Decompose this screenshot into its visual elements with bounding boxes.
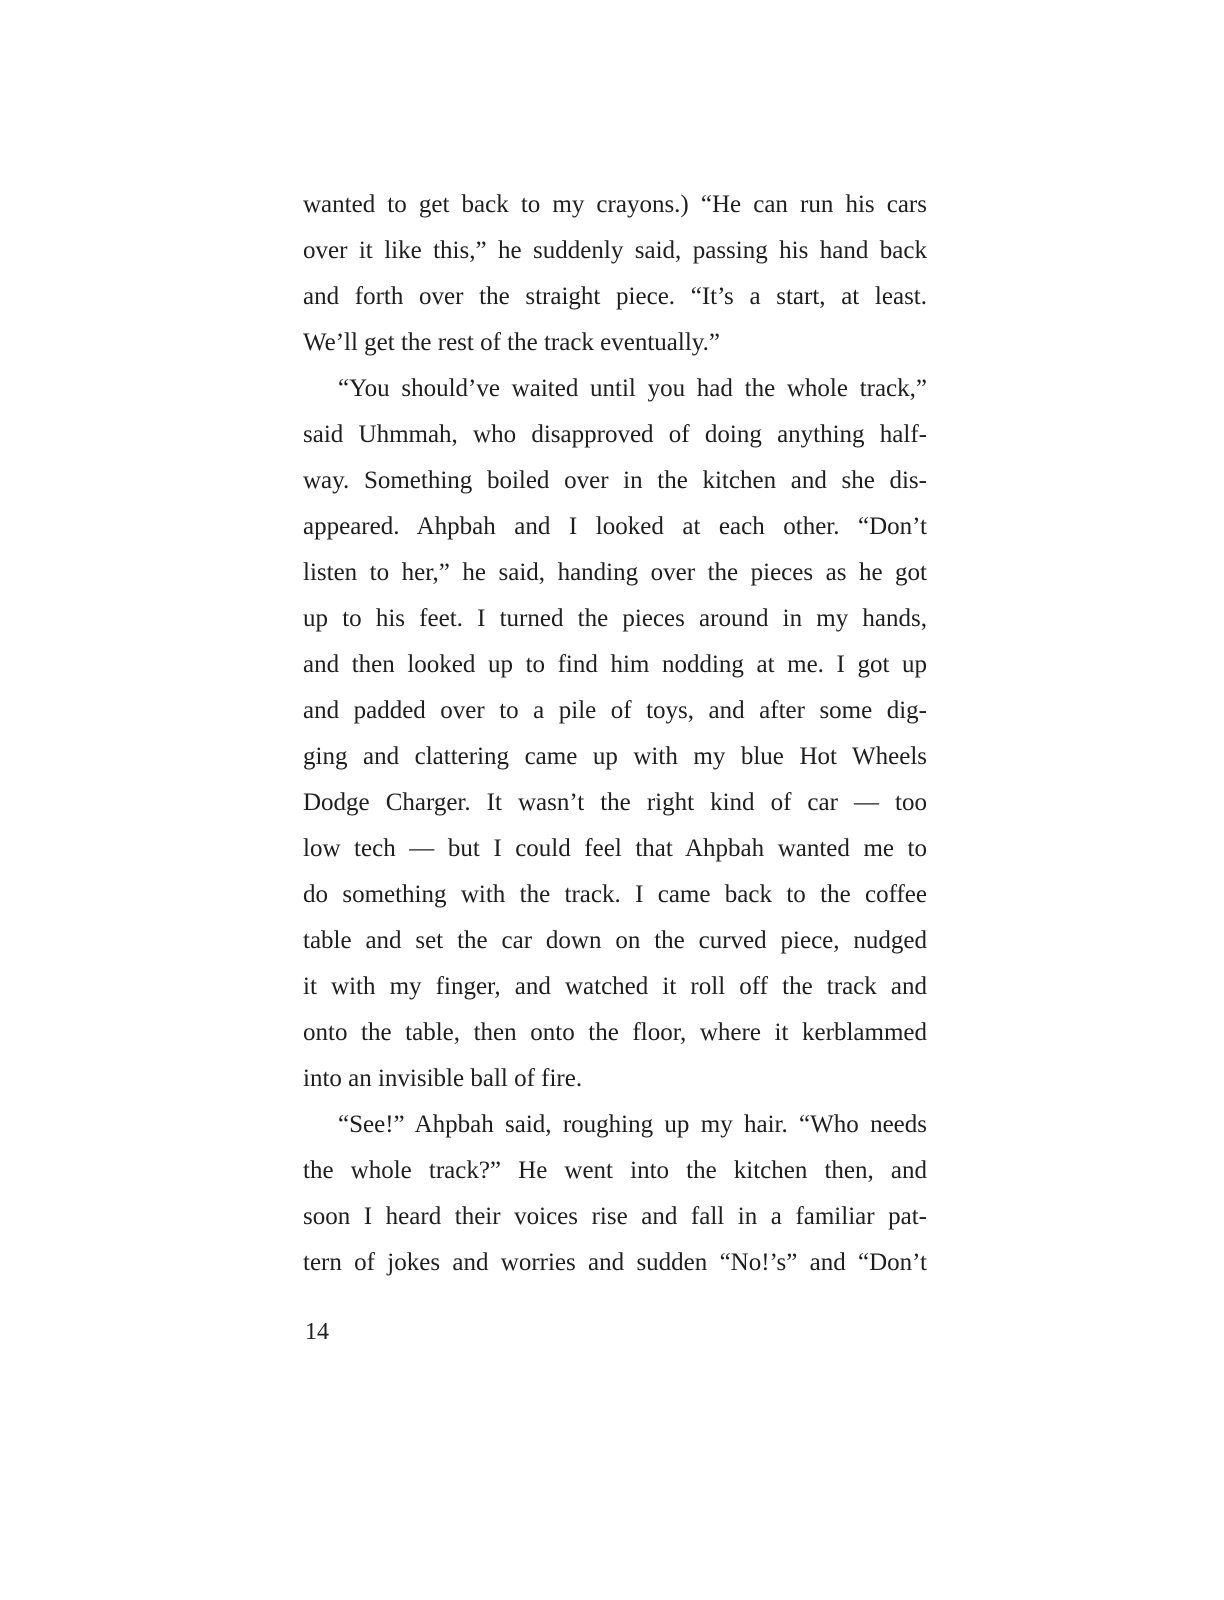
- page-number: 14: [305, 1319, 329, 1345]
- text-line: ging and clattering came up with my blue Hot Wheels: [303, 743, 927, 770]
- text-line: appeared. Ahpbah and I looked at each other. “Don’t: [303, 513, 927, 540]
- text-line: “You should’ve waited until you had the whole track,”: [338, 375, 927, 402]
- text-line: it with my finger, and watched it roll off the track and: [303, 973, 927, 1000]
- text-line: up to his feet. I turned the pieces around in my hands,: [303, 605, 927, 632]
- text-line: way. Something boiled over in the kitchen and she dis-: [303, 467, 927, 494]
- body-text: [303, 182, 927, 1286]
- text-line: wanted to get back to my crayons.) “He can run his cars: [303, 191, 927, 218]
- text-line: “See!” Ahpbah said, roughing up my hair. “Who needs: [338, 1111, 927, 1138]
- text-line: into an invisible ball of fire.: [303, 1065, 583, 1092]
- text-line: over it like this,” he suddenly said, passing his hand back: [303, 237, 927, 264]
- text-line: tern of jokes and worries and sudden “No!’s” and “Don’t: [303, 1249, 927, 1276]
- text-line: soon I heard their voices rise and fall in a familiar pat-: [303, 1203, 927, 1230]
- text-line: Dodge Charger. It wasn’t the right kind of car — too: [303, 789, 927, 816]
- text-line: said Uhmmah, who disapproved of doing anything half-: [303, 421, 927, 448]
- text-line: We’ll get the rest of the track eventually.”: [303, 329, 721, 356]
- text-line: the whole track?” He went into the kitchen then, and: [303, 1157, 927, 1184]
- text-line: onto the table, then onto the floor, where it kerblammed: [303, 1019, 927, 1046]
- text-line: and then looked up to find him nodding at me. I got up: [303, 651, 927, 678]
- text-line: low tech — but I could feel that Ahpbah wanted me to: [303, 835, 927, 862]
- text-line: do something with the track. I came back to the coffee: [303, 881, 927, 908]
- text-line: and forth over the straight piece. “It’s a start, at least.: [303, 283, 927, 310]
- text-line: listen to her,” he said, handing over the pieces as he got: [303, 559, 927, 586]
- text-line: table and set the car down on the curved piece, nudged: [303, 927, 927, 954]
- text-line: and padded over to a pile of toys, and after some dig-: [303, 697, 927, 724]
